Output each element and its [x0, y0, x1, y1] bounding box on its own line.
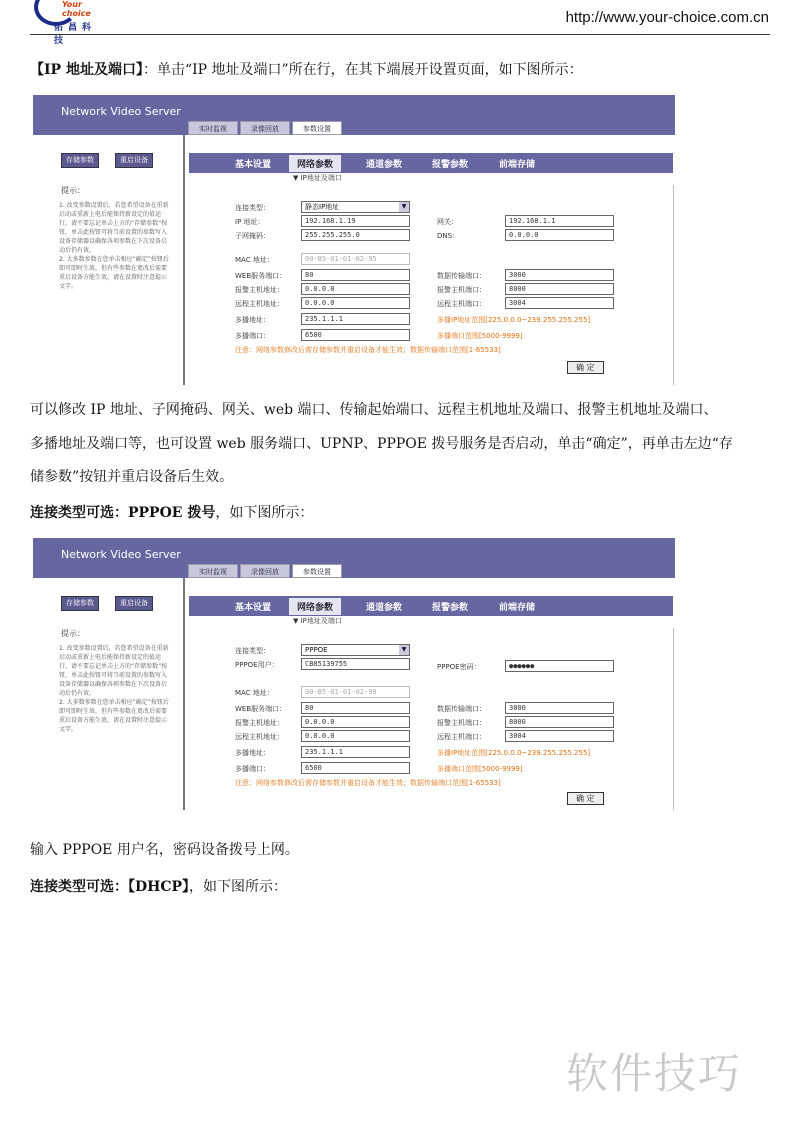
ok-button[interactable]: 确 定 — [567, 792, 604, 805]
paragraph-dhcp-heading: 连接类型可选：【DHCP】，如下图所示： — [30, 879, 288, 895]
sub-tab-bar — [189, 596, 673, 616]
tip-title: 提示： — [61, 629, 85, 638]
mac-input: 00-B5-01-01-02-98 — [301, 686, 410, 698]
tab-live-view[interactable]: 实时监视 — [188, 564, 238, 578]
tip-title: 提示： — [61, 186, 85, 195]
tab-playback[interactable]: 录像回放 — [240, 564, 290, 578]
tab-playback[interactable]: 录像回放 — [240, 121, 290, 135]
network-form: 连接类型： PPPOE ▼ PPPOE用户： CB85139755 PPPOE密码： ●●●●●● MAC 地址： 00-B5-01-01-02-98 WEB服务端口： 80 数据传输端口： 3000 报警主机地址： 0.0.0.0 报警主机端口： 8000 远程主机地址： 0.0.0.0 远程主机端口： 3004 多播地址： 235.1.1.1 多播IP地址范围[225.0.0.0~239.255.255.255] 多播端口： 6500 多播端口范围[5000-9999] 注意：网络参数修改后需存储参数并重启设备才能生效；数据传输端口范围[1-65533] 确 定 — [189, 628, 674, 810]
subtab-basic[interactable]: 基本设置 — [235, 603, 272, 613]
tab-settings[interactable]: 参数设置 — [292, 121, 342, 135]
pppoe-user-input[interactable]: CB85139755 — [301, 658, 410, 670]
paragraph-pppoe-desc: 输入 PPPOE 用户名，密码设备拨号上网。 — [30, 842, 299, 858]
web-port-input[interactable]: 80 — [301, 702, 410, 714]
screenshot-static-ip — [33, 95, 675, 385]
remote-host-input[interactable]: 0.0.0.0 — [301, 730, 410, 742]
remote-host-input[interactable]: 0.0.0.0 — [301, 297, 410, 309]
page-header — [0, 0, 800, 46]
section-ip-port[interactable]: ▼ IP地址及端口 — [293, 174, 342, 182]
multicast-port-input[interactable]: 6500 — [301, 762, 410, 774]
alarm-port-input[interactable]: 8000 — [505, 716, 614, 728]
multicast-input[interactable]: 235.1.1.1 — [301, 746, 410, 758]
web-port-input[interactable]: 80 — [301, 269, 410, 281]
save-params-button[interactable]: 存储参数 — [61, 596, 99, 611]
tab-live-view[interactable]: 实时监视 — [188, 121, 238, 135]
tip-text: 1. 改变参数设置后，若您希望设备在重新启动或重新上电后能保持新设定的值运行，请不要忘记单击上方的“存储参数”按钮，单击此按钮可将当前设置的参数写入设备存储器以确保各项参数在下次设备启动后仍有效。 2. 大多数参数在您单击相应“确定”按钮后即可即时生效，但有些参数在更改后需要重启设备方能生效，请在设置时注意提示文字。 — [59, 645, 169, 733]
subtab-basic[interactable]: 基本设置 — [235, 160, 272, 170]
remote-port-input[interactable]: 3004 — [505, 297, 614, 309]
tip-text: 1. 改变参数设置后，若您希望设备在重新启动或重新上电后能保持新设定的值运行，请不要忘记单击上方的“存储参数”按钮，单击此按钮可将当前设置的参数写入设备存储器以确保各项参数在下次设备启动后仍有效。 2. 大多数参数在您单击相应“确定”按钮后即可即时生效，但有些参数在更改后需要重启设备方能生效，请在设置时注意提示文字。 — [59, 202, 169, 290]
section-ip-port[interactable]: ▼ IP地址及端口 — [293, 617, 342, 625]
mask-input[interactable]: 255.255.255.0 — [301, 229, 410, 241]
header-url[interactable]: http://www.your-choice.com.cn — [565, 9, 769, 26]
subtab-storage[interactable]: 前端存储 — [499, 603, 536, 613]
paragraph-desc-1: 可以修改 IP 地址、子网掩码、网关、web 端口、传输起始端口、远程主机地址及端口、报警主机地址及端口、 — [30, 402, 718, 418]
network-form: 连接类型： 静态IP地址 ▼ IP 地址： 192.168.1.19 网关： 192.168.1.1 子网掩码： 255.255.255.0 DNS： 0.0.0.0 MAC 地址： 00-B5-01-01-02-95 WEB服务端口： 80 数据传输端口： 3000 报警主机地址： 0.0.0.0 报警主机端口： 8000 远程主机地址： 0.0.0.0 远程主机端口： 3004 多播地址： 235.1.1.1 多播IP地址范围[225.0.0.0~239.255.255.255] 多播端口： 6500 多播端口范围[5000-9999] 注意：网络参数修改后需存储参数并重启设备才能生效；数据传输端口范围[1-65533] 确 定 — [189, 185, 674, 385]
save-params-button[interactable]: 存储参数 — [61, 153, 99, 168]
chevron-down-icon: ▼ — [399, 202, 409, 212]
ip-input[interactable]: 192.168.1.19 — [301, 215, 410, 227]
sub-tab-bar — [189, 153, 673, 173]
alarm-host-input[interactable]: 0.0.0.0 — [301, 716, 410, 728]
tab-settings[interactable]: 参数设置 — [292, 564, 342, 578]
data-port-input[interactable]: 3000 — [505, 702, 614, 714]
subtab-storage[interactable]: 前端存储 — [499, 160, 536, 170]
data-port-input[interactable]: 3000 — [505, 269, 614, 281]
alarm-port-input[interactable]: 8000 — [505, 283, 614, 295]
multicast-input[interactable]: 235.1.1.1 — [301, 313, 410, 325]
multicast-port-input[interactable]: 6500 — [301, 329, 410, 341]
dns-input[interactable]: 0.0.0.0 — [505, 229, 614, 241]
alarm-host-input[interactable]: 0.0.0.0 — [301, 283, 410, 295]
paragraph-desc-2: 多播地址及端口等，也可设置 web 服务端口、UPNP、PPPOE 拨号服务是否启动，单击“确定”，再单击左边“存 — [30, 436, 733, 452]
chevron-down-icon: ▼ — [399, 645, 409, 655]
app-title: Network Video Server — [61, 548, 181, 561]
ok-button[interactable]: 确 定 — [567, 361, 604, 374]
header-divider — [30, 34, 770, 35]
screenshot-pppoe — [33, 538, 675, 810]
watermark: 软件技巧 — [566, 1049, 743, 1098]
app-title: Network Video Server — [61, 105, 181, 118]
mac-input: 00-B5-01-01-02-95 — [301, 253, 410, 265]
paragraph-pppoe-heading: 连接类型可选：PPPOE 拨号，如下图所示： — [30, 505, 314, 521]
reboot-button[interactable]: 重启设备 — [115, 596, 153, 611]
company-logo: Your choice 佑昌科技 — [34, 0, 104, 34]
reboot-button[interactable]: 重启设备 — [115, 153, 153, 168]
subtab-alarm[interactable]: 报警参数 — [432, 160, 469, 170]
remote-port-input[interactable]: 3004 — [505, 730, 614, 742]
subtab-network[interactable]: 网络参数 — [289, 155, 341, 172]
conn-type-select[interactable]: PPPOE ▼ — [301, 644, 410, 656]
pppoe-password-input[interactable]: ●●●●●● — [505, 660, 614, 672]
app-topbar — [33, 95, 675, 135]
paragraph-desc-3: 储参数”按钮并重启设备后生效。 — [30, 469, 234, 485]
subtab-channel[interactable]: 通道参数 — [366, 160, 403, 170]
subtab-channel[interactable]: 通道参数 — [366, 603, 403, 613]
conn-type-select[interactable]: 静态IP地址 ▼ — [301, 201, 410, 213]
subtab-alarm[interactable]: 报警参数 — [432, 603, 469, 613]
paragraph-ip-heading: 【IP 地址及端口】：单击“IP 地址及端口”所在行，在其下端展开设置页面，如下图所示： — [30, 62, 583, 78]
left-pane — [33, 135, 185, 385]
gateway-input[interactable]: 192.168.1.1 — [505, 215, 614, 227]
left-pane — [33, 578, 185, 810]
subtab-network[interactable]: 网络参数 — [289, 598, 341, 615]
